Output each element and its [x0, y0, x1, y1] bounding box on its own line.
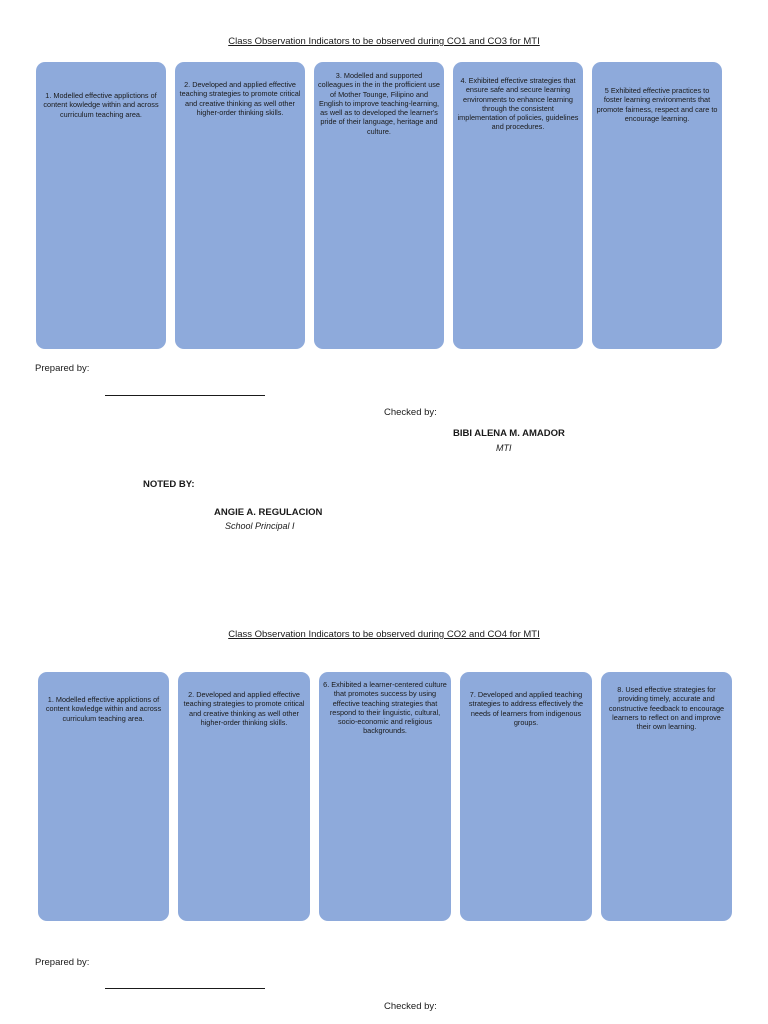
indicator-box [592, 62, 722, 349]
indicator-box [314, 62, 444, 349]
indicator-box [460, 672, 592, 921]
indicator-text: 5 Exhibited effective practices to foster learning environments that promote fairness, respect and care to encourage learning. [596, 86, 718, 123]
checked-by-label: Checked by: [384, 407, 437, 418]
indicator-text: 3. Modelled and supported colleagues in the in the profficient use of Mother Tounge, Filipino and English to improve teaching-learning, as well as to developed the learner's pride of their language, heritage and culture. [318, 71, 440, 136]
indicator-text: 2. Developed and applied effective teaching strategies to promote critical and creative thinking as well other higher-order thinking skills. [179, 80, 301, 117]
noted-by-label: NOTED BY: [143, 479, 195, 490]
indicator-box [601, 672, 732, 921]
indicator-box [453, 62, 583, 349]
signature-line [105, 988, 265, 989]
indicator-box [38, 672, 169, 921]
indicator-box [36, 62, 166, 349]
section1-title: Class Observation Indicators to be observed during CO1 and CO3 for MTI [228, 36, 540, 47]
indicator-text: 7. Developed and applied teaching strategies to address effectively the needs of learners from indigenous groups. [468, 690, 584, 727]
indicator-text: 6. Exhibited a learner-centered culture that promotes success by using effective teaching strategies that respond to their linguistic, cultural, socio-economic and religious backgrounds. [323, 680, 447, 736]
indicator-text: 2. Developed and applied effective teaching strategies to promote critical and creative thinking as well other higher-order thinking skills. [183, 690, 305, 727]
signature-line [105, 395, 265, 396]
checker-role: MTI [496, 443, 512, 453]
indicator-text: 1. Modelled effective applictions of content kowledge within and across curriculum teaching area. [43, 91, 159, 119]
indicator-box [175, 62, 305, 349]
noter-name: ANGIE A. REGULACION [214, 507, 323, 518]
indicator-text: 1. Modelled effective applictions of content kowledge within and across curriculum teaching area. [45, 695, 162, 723]
indicator-text: 4. Exhibited effective strategies that ensure safe and secure learning environments to enhance learning through the consistent implementation of policies, guidelines and procedures. [457, 76, 579, 132]
prepared-by-label: Prepared by: [35, 363, 90, 374]
prepared-by-label: Prepared by: [35, 957, 90, 968]
indicator-box [319, 672, 451, 921]
section2-title: Class Observation Indicators to be observed during CO2 and CO4 for MTI [228, 629, 540, 640]
checker-name: BIBI ALENA M. AMADOR [453, 428, 565, 439]
noter-role: School Principal I [225, 521, 295, 531]
checked-by-label: Checked by: [384, 1001, 437, 1012]
indicator-box [178, 672, 310, 921]
indicator-text: 8. Used effective strategies for providing timely, accurate and constructive feedback to encourage learners to reflect on and improve their own learning. [608, 685, 725, 732]
